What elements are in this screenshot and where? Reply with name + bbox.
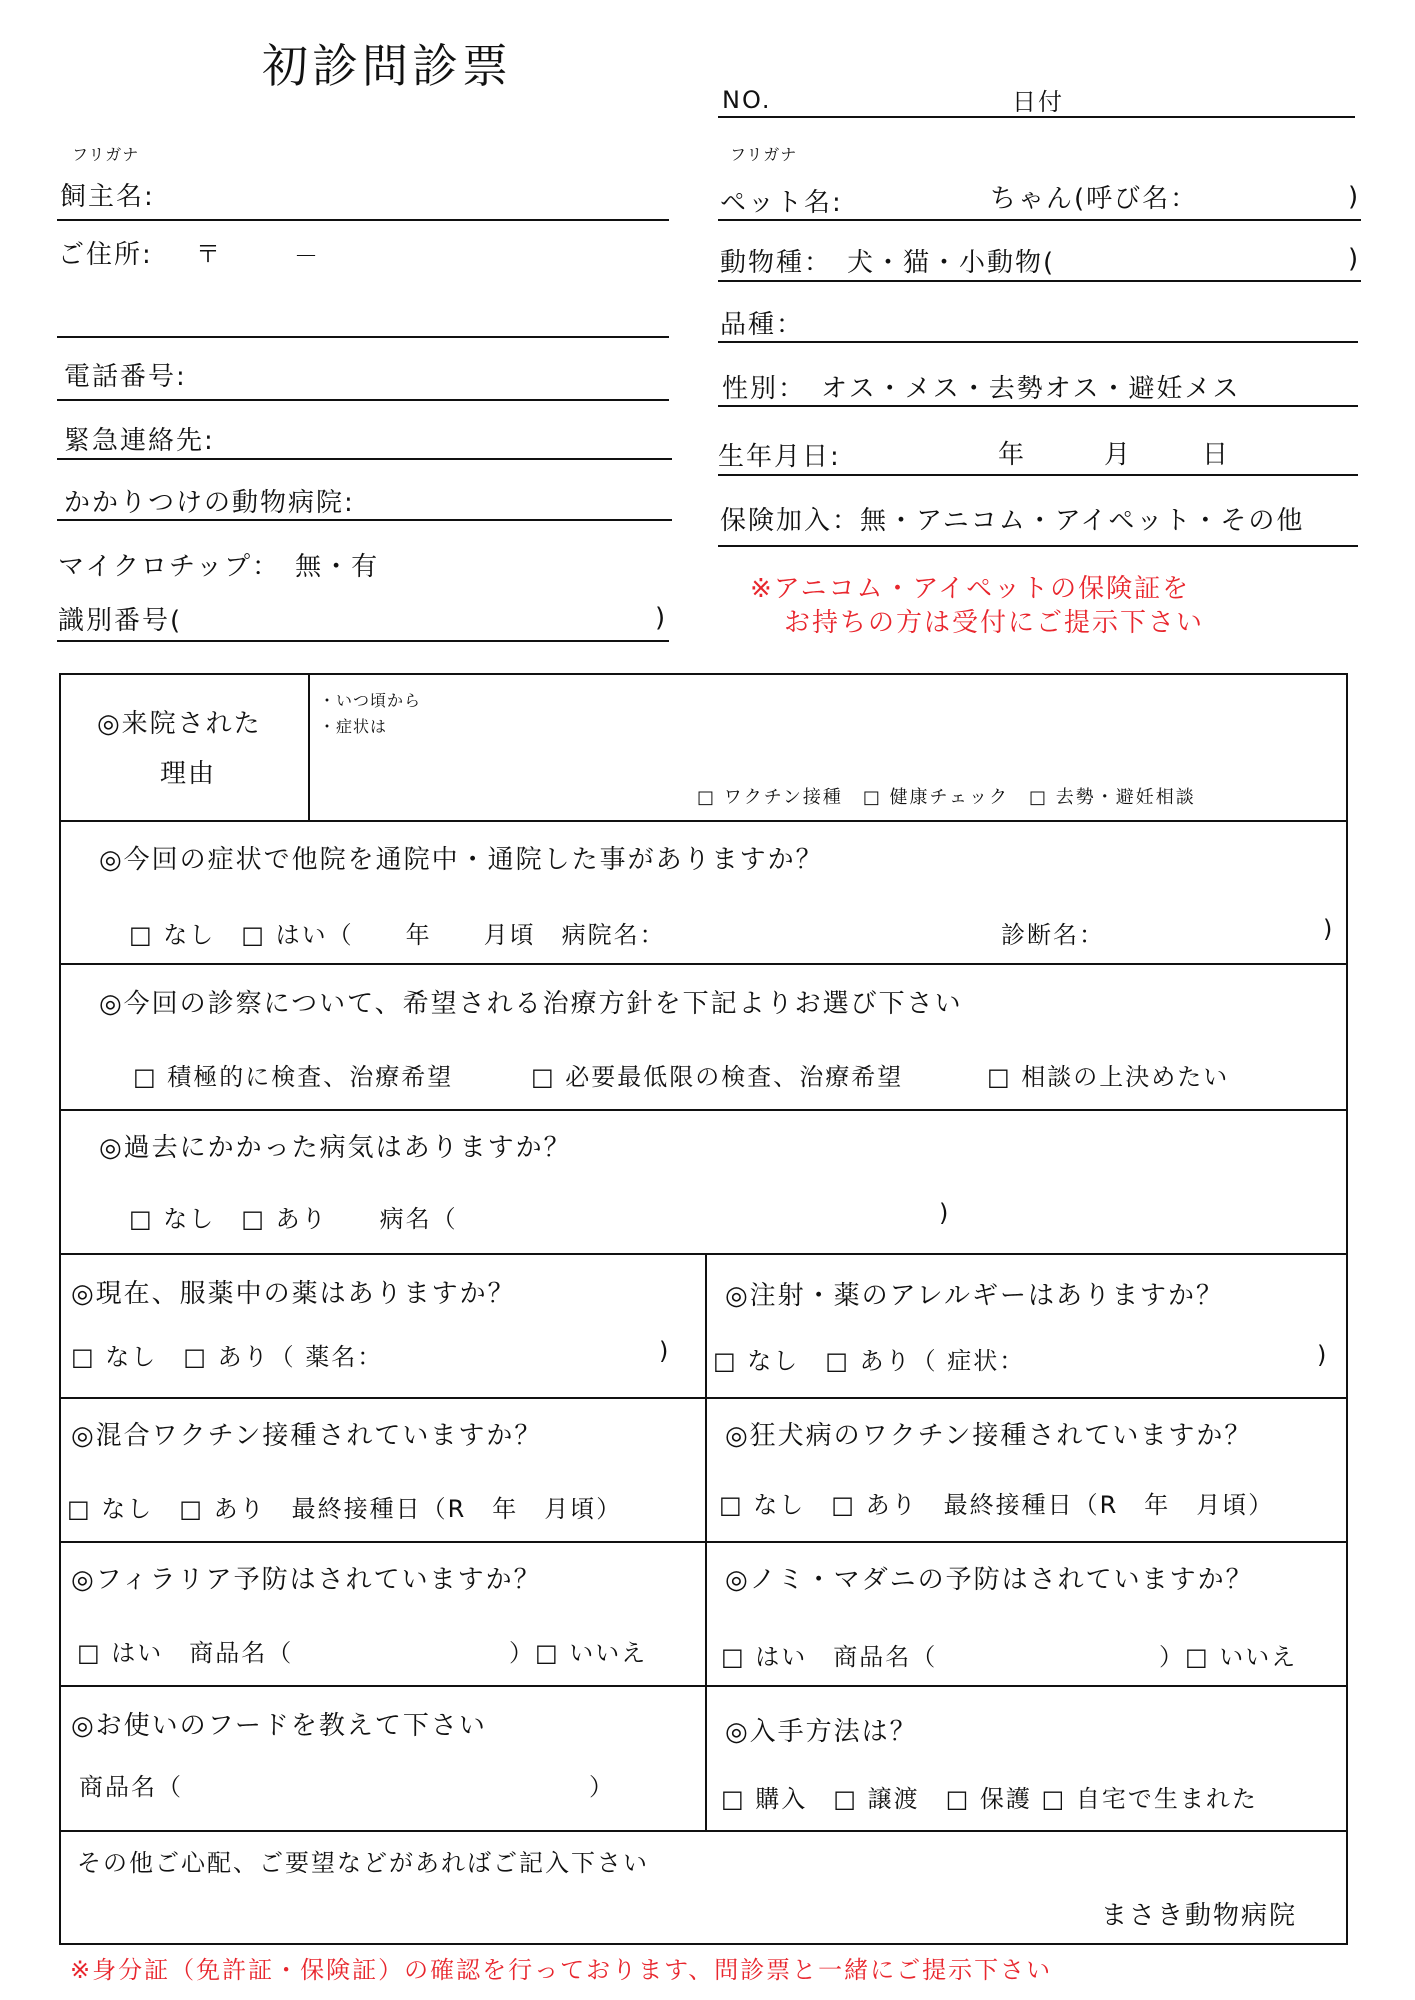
food-close: ）	[589, 1773, 615, 1801]
breed-label: 品種：	[720, 310, 805, 340]
treatment-policy-question: ◎今回の診察について、希望される治療方針を下記よりお選び下さい	[99, 989, 963, 1019]
sex-label: 性別： オス・メス・去勢オス・避妊メス	[722, 374, 1241, 404]
species-label: 動物種： 犬・猫・小動物(	[720, 248, 1056, 278]
id-number-field[interactable]	[57, 640, 669, 642]
form-date-label: 日付	[1012, 88, 1064, 116]
id-check-note: ※身分証（免許証・保険証）の確認を行っております、問診票と一緒にご提示下さい	[70, 1956, 1053, 1984]
rabies-vaccine-answer[interactable]: □ なし □ あり 最終接種日（R 年 月頃）	[719, 1491, 1275, 1519]
allergy-answer[interactable]: □ なし □ あり（ 症状：	[713, 1347, 1026, 1375]
insurance-label: 保険加入：無・アニコム・アイペット・その他	[720, 506, 1305, 536]
questionnaire-table	[59, 673, 1348, 1945]
birth-month-label: 月	[1104, 440, 1133, 470]
reason-since-label: ・いつ頃から	[319, 691, 422, 710]
owner-name-label: 飼主名:	[60, 182, 155, 212]
id-number-close: )	[655, 603, 668, 633]
pet-name-label: ペット名:	[720, 188, 843, 218]
address-label: ご住所:	[58, 240, 153, 270]
birth-day-label: 日	[1202, 440, 1231, 470]
reason-title-2: 理由	[160, 759, 217, 789]
pet-furigana-label: フリガナ	[730, 145, 798, 164]
postal-dash: －	[294, 242, 320, 270]
food-source-question: ◎入手方法は？	[725, 1717, 918, 1747]
birthdate-label: 生年月日:	[718, 442, 841, 472]
sex-field[interactable]	[718, 405, 1358, 407]
rabies-vaccine-question: ◎狂犬病のワクチン接種されていますか？	[725, 1421, 1253, 1451]
form-title: 初診問診票	[262, 39, 512, 93]
past-illness-answer[interactable]: □ なし □ あり 病名（	[129, 1205, 458, 1233]
pet-nickname-label: ちゃん(呼び名：	[990, 184, 1199, 214]
phone-field[interactable]	[57, 399, 669, 401]
regular-vet-label: かかりつけの動物病院:	[64, 488, 355, 518]
regular-vet-field[interactable]	[57, 519, 672, 521]
birthdate-field[interactable]	[718, 474, 1358, 476]
insurance-field[interactable]	[718, 545, 1358, 547]
birth-year-label: 年	[998, 440, 1027, 470]
postal-mark: 〒	[196, 240, 222, 268]
form-number-line[interactable]	[718, 116, 1355, 118]
filaria-question: ◎フィラリア予防はされていますか？	[71, 1565, 542, 1595]
owner-furigana-label: フリガナ	[72, 145, 140, 164]
food-question: ◎お使いのフードを教えて下さい	[71, 1711, 487, 1741]
other-hospital-close: )	[1323, 915, 1335, 943]
other-hospital-question: ◎今回の症状で他院を通院中・通院した事がありますか？	[99, 845, 824, 875]
form-number-label: NO.	[722, 86, 772, 114]
reason-title: ◎来院された	[97, 709, 262, 739]
species-field[interactable]	[718, 280, 1361, 282]
policy-option-consult[interactable]: □ 相談の上決めたい	[987, 1063, 1230, 1091]
id-number-label: 識別番号(	[58, 606, 183, 636]
other-concerns-label: その他ご心配、ご要望などがあればご記入下さい	[77, 1849, 649, 1877]
clinic-name: まさき動物病院	[1101, 1901, 1298, 1931]
emergency-contact-label: 緊急連絡先:	[64, 426, 215, 456]
flea-tick-question: ◎ノミ・マダニの予防はされていますか？	[725, 1565, 1254, 1595]
breed-field[interactable]	[718, 341, 1358, 343]
owner-name-field[interactable]	[57, 219, 669, 221]
medication-question: ◎現在、服薬中の薬はありますか？	[71, 1279, 516, 1309]
diagnosis-label: 診断名：	[1001, 921, 1105, 949]
policy-option-active[interactable]: □ 積極的に検査、治療希望	[133, 1063, 454, 1091]
food-answer[interactable]: 商品名（	[79, 1773, 183, 1801]
microchip-label: マイクロチップ： 無・有	[58, 552, 380, 582]
mixed-vaccine-question: ◎混合ワクチン接種されていますか？	[71, 1421, 543, 1451]
address-field[interactable]	[57, 336, 669, 338]
flea-tick-close[interactable]: ）□ いいえ	[1159, 1643, 1298, 1671]
policy-option-minimum[interactable]: □ 必要最低限の検査、治療希望	[531, 1063, 904, 1091]
pet-name-field[interactable]	[718, 219, 1361, 221]
mixed-vaccine-answer[interactable]: □ なし □ あり 最終接種日（R 年 月頃）	[67, 1495, 623, 1523]
phone-label: 電話番号:	[64, 362, 187, 392]
filaria-answer[interactable]: □ はい 商品名（	[77, 1639, 294, 1667]
insurance-note-line1: ※アニコム・アイペットの保険証を	[750, 574, 1191, 604]
medication-answer[interactable]: □ なし □ あり（ 薬名：	[71, 1343, 384, 1371]
reason-options[interactable]: □ ワクチン接種 □ 健康チェック □ 去勢・避妊相談	[697, 787, 1196, 808]
allergy-question: ◎注射・薬のアレルギーはありますか？	[725, 1281, 1224, 1311]
reason-symptom-label: ・症状は	[319, 717, 388, 736]
allergy-close: )	[1317, 1341, 1329, 1369]
filaria-close[interactable]: ）□ いいえ	[509, 1639, 648, 1667]
pet-nickname-close: )	[1348, 182, 1361, 212]
past-illness-close: )	[939, 1199, 951, 1227]
food-source-answer[interactable]: □ 購入 □ 譲渡 □ 保護 □ 自宅で生まれた	[721, 1785, 1258, 1813]
medication-close: )	[659, 1337, 671, 1365]
emergency-contact-field[interactable]	[57, 458, 672, 460]
other-hospital-answer[interactable]: □ なし □ はい（ 年 月頃 病院名：	[129, 921, 666, 949]
flea-tick-answer[interactable]: □ はい 商品名（	[721, 1643, 938, 1671]
past-illness-question: ◎過去にかかった病気はありますか？	[99, 1133, 572, 1163]
species-close: )	[1348, 244, 1361, 274]
insurance-note-line2: お持ちの方は受付にご提示下さい	[784, 608, 1205, 638]
